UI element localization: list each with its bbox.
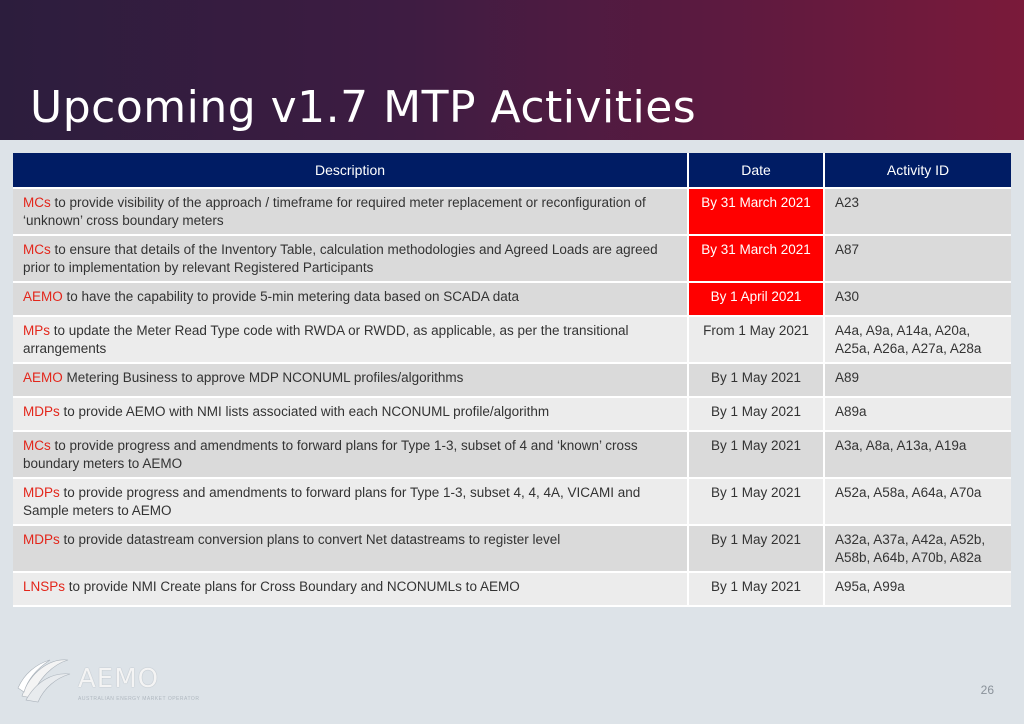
activity-id-cell: A95a, A99a [824,572,1011,606]
logo-wordmark: AEMO [78,664,160,694]
activity-id-cell: A3a, A8a, A13a, A19a [824,431,1011,478]
activity-id-cell: A89a [824,397,1011,431]
description-cell [13,525,688,572]
table-row [13,316,1011,363]
logo-subtext: AUSTRALIAN ENERGY MARKET OPERATOR [78,696,200,702]
table-row [13,572,1011,606]
description-cell [13,572,688,606]
activity-id-cell: A23 [824,188,1011,235]
table-row [13,431,1011,478]
column-header-activity-id: Activity ID [824,153,1011,188]
description-text: to provide NMI Create plans for Cross Boundary and NCONUMLs to AEMO [65,579,520,594]
date-cell: By 31 March 2021 [688,188,824,235]
date-cell: By 1 May 2021 [688,572,824,606]
actor-label: AEMO [23,370,63,385]
description-cell [13,397,688,431]
description-cell [13,363,688,397]
table-row [13,188,1011,235]
activity-id-cell: A52a, A58a, A64a, A70a [824,478,1011,525]
date-cell: By 1 May 2021 [688,431,824,478]
description-cell [13,282,688,316]
activity-id-cell: A32a, A37a, A42a, A52b, A58b, A64b, A70b, A82a [824,525,1011,572]
activity-id-cell: A89 [824,363,1011,397]
actor-label: MPs [23,323,50,338]
aemo-swirl-logo-icon [16,652,74,706]
description-cell [13,478,688,525]
table-row [13,397,1011,431]
table-row [13,363,1011,397]
date-cell: By 1 May 2021 [688,478,824,525]
column-header-date: Date [688,153,824,188]
description-text: to provide datastream conversion plans to convert Net datastreams to register level [59,532,561,547]
date-cell: By 1 May 2021 [688,363,824,397]
activity-id-cell: A30 [824,282,1011,316]
activities-table [13,153,1011,607]
description-text: to provide progress and amendments to forward plans for Type 1-3, subset of 4 and ‘known’ cross boundary meters to AEMO [23,438,638,471]
actor-label: MDPs [23,485,60,500]
activity-id-cell: A87 [824,235,1011,282]
activity-id-cell: A4a, A9a, A14a, A20a, A25a, A26a, A27a, A28a [824,316,1011,363]
actor-label: AEMO [23,289,63,304]
table-header-row [13,153,1011,188]
actor-label: MDPs [23,404,60,419]
description-cell [13,316,688,363]
description-text: to ensure that details of the Inventory Table, calculation methodologies and Agreed Loads are agreed prior to implementation by relevant Registered Participants [23,242,658,275]
table-row [13,235,1011,282]
title-banner [0,0,1024,140]
description-text: to provide visibility of the approach / timeframe for required meter replacement or reconfiguration of ‘unknown’ cross boundary meters [23,195,646,228]
table-row [13,478,1011,525]
slide-title: Upcoming v1.7 MTP Activities [30,82,697,133]
description-text: to have the capability to provide 5-min metering data based on SCADA data [62,289,520,304]
actor-label: MCs [23,242,51,257]
actor-label: MCs [23,438,51,453]
actor-label: LNSPs [23,579,66,594]
description-cell [13,235,688,282]
description-text: to update the Meter Read Type code with RWDA or RWDD, as applicable, as per the transitional arrangements [23,323,629,356]
description-cell [13,188,688,235]
date-cell: From 1 May 2021 [688,316,824,363]
date-cell: By 1 May 2021 [688,397,824,431]
description-text: Metering Business to approve MDP NCONUML profiles/algorithms [62,370,464,385]
date-cell: By 1 April 2021 [688,282,824,316]
description-text: to provide progress and amendments to forward plans for Type 1-3, subset 4, 4, 4A, VICAMI and Sample meters to AEMO [23,485,641,518]
actor-label: MCs [23,195,51,210]
actor-label: MDPs [23,532,60,547]
table-row [13,525,1011,572]
page-number: 26 [980,683,994,697]
description-text: to provide AEMO with NMI lists associated with each NCONUML profile/algorithm [59,404,550,419]
aemo-logo [16,652,200,708]
table-row [13,282,1011,316]
column-header-description: Description [13,153,688,188]
date-cell: By 31 March 2021 [688,235,824,282]
description-cell [13,431,688,478]
date-cell: By 1 May 2021 [688,525,824,572]
